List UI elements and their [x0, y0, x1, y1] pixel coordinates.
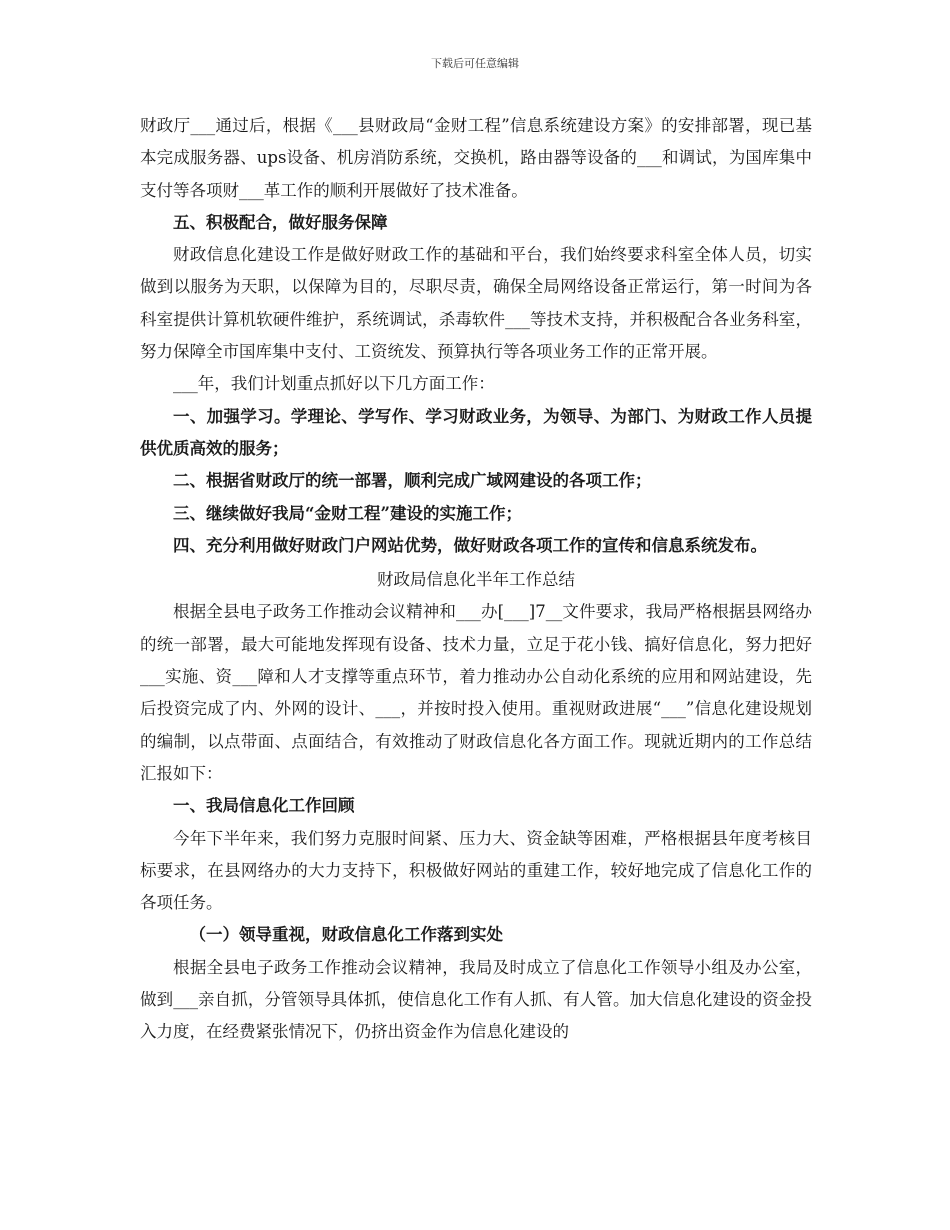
paragraph: ___年，我们计划重点抓好以下几方面工作：	[173, 374, 495, 394]
plan-item: 三、继续做好我局“金财工程”建设的实施工作；	[173, 503, 522, 523]
paragraph: 财政信息化建设工作是做好财政工作的基础和平台，我们始终要求科室全体人员，切实做到以服务为天职，以保障为目的，尽职尽责，确保全局网络设备正常运行，第一时间为各科室提供计算机软硬件维护，系统调试，杀毒软件___等技术支持，并积极配合各业务科室，努力保障全市国库集中支付、工资统发、预算执行等各项业务工作的正常开展。	[140, 245, 812, 362]
plan-item: 一、加强学习。学理论、学写作、学习财政业务，为领导、为部门、为财政工作人员提供优质高效的服务；	[140, 406, 812, 458]
paragraph: 财政厅___通过后，根据《___县财政局“金财工程”信息系统建设方案》的安排部署，现已基本完成服务器、ups设备、机房消防系统，交换机，路由器等设备的___和调试，为国库集中支付等各项财___革工作的顺利开展做好了技术准备。	[140, 116, 812, 200]
document-title: 财政局信息化半年工作总结	[377, 570, 575, 590]
paragraph: 根据全县电子政务工作推动会议精神，我局及时成立了信息化工作领导小组及办公室，做到___亲自抓，分管领导具体抓，使信息化工作有人抓、有人管。加大信息化建设的资金投入力度，在经费紧张情况下，仍挤出资金作为信息化建设的	[140, 957, 812, 1042]
paragraph: 根据全县电子政务工作推动会议精神和___办[___]7__文件要求，我局严格根据县网络办的统一部署，最大可能地发挥现有设备、技术力量，立足于花小钱、搞好信息化，努力把好___实施、资___障和人才支撑等重点环节，着力推动办公自动化系统的应用和网站建设，先后投资完成了内、外网的设计、___，并按时投入使用。重视财政进展“___”信息化建设规划的编制，以点带面、点面结合，有效推动了财政信息化各方面工作。现就近期内的工作总结汇报如下：	[140, 602, 812, 783]
plan-item: 二、根据省财政厅的统一部署，顺利完成广域网建设的各项工作；	[173, 471, 652, 491]
plan-item: 四、充分利用做好财政门户网站优势，做好财政各项工作的宣传和信息系统发布。	[173, 535, 767, 555]
subsection-heading: （一）领导重视，财政信息化工作落到实处	[189, 925, 503, 945]
paragraph: 今年下半年来，我们努力克服时间紧、压力大、资金缺等困难，严格根据县年度考核目标要求，在县网络办的大力支持下，积极做好网站的重建工作，较好地完成了信息化工作的各项任务。	[140, 828, 812, 913]
page-header: 下载后可任意编辑	[431, 57, 519, 70]
section-heading: 一、我局信息化工作回顾	[173, 796, 355, 816]
document-body	[140, 110, 812, 1049]
section-heading: 五、积极配合，做好服务保障	[173, 212, 388, 232]
